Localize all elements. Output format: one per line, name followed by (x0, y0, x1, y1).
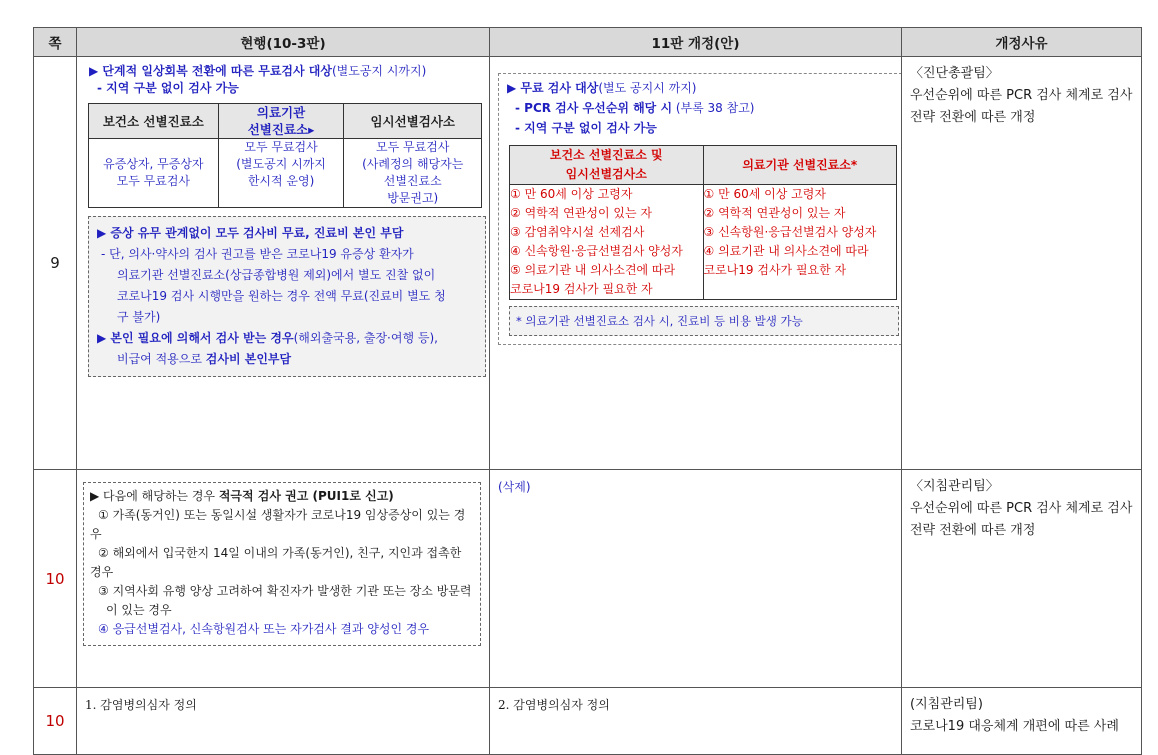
current-cell (77, 688, 490, 755)
box-line-2: - 단, 의사·약사의 검사 권고를 받은 코로나19 유증상 환자가 (101, 247, 414, 261)
box-line-6-normal: (해외출국용, 출장·여행 등), (293, 331, 438, 345)
revision-cell (490, 57, 902, 470)
revision-cell (490, 470, 902, 688)
current-head (85, 63, 481, 80)
header-current: 현행(10-3판) (77, 28, 490, 57)
revision-cell (490, 688, 902, 755)
criteria-head-bold: 적극적 검사 권고 (PUI1로 신고) (218, 489, 394, 503)
page-number: 10 (34, 688, 77, 755)
inner-col3-l2: (사례정의 해당자는 (362, 157, 464, 171)
revision-head (499, 74, 901, 97)
rev-left-item: 코로나19 검사가 필요한 자 (510, 282, 653, 296)
reason-cell (902, 470, 1142, 688)
header-revision: 11판 개정(안) (490, 28, 902, 57)
current-sub: - 지역 구분 없이 검사 가능 (97, 81, 239, 95)
page-number: 10 (34, 470, 77, 688)
rev-left-item: ① 만 60세 이상 고령자 (510, 187, 633, 201)
current-cell (77, 470, 490, 688)
rev-inner-left (510, 185, 704, 300)
current-cell (77, 57, 490, 470)
inner-header-col3: 임시선별검사소 (344, 104, 482, 139)
criteria-item: ① 가족(동거인) 또는 동일시설 생활자가 코로나19 임상증상이 있는 경우 (90, 508, 466, 541)
box-line-6-bold: ▶ 본인 필요에 의해서 검사 받는 경우 (97, 331, 294, 345)
revision-inner-table (509, 145, 897, 300)
reason-cell (902, 57, 1142, 470)
reason-cell (902, 688, 1142, 755)
header-row (34, 28, 1142, 57)
reason-text: 코로나19 대응체계 개편에 따른 사례 (910, 719, 1119, 734)
rev-right-item: ③ 신속항원·응급선별검사 양성자 (703, 225, 877, 239)
revision-table (33, 27, 1142, 755)
current-section: 1. 감염병의심자 정의 (85, 698, 197, 712)
rev-inner-header-1 (510, 146, 704, 185)
rev-left-item: ⑤ 의료기관 내 의사소견에 따라 (510, 263, 676, 277)
inner-col3-l1: 모두 무료검사 (376, 140, 450, 154)
rev-right-item: ④ 의료기관 내 의사소견에 따라 (703, 244, 869, 258)
revision-head-bold: ▶ 무료 검사 대상 (507, 81, 599, 95)
criteria-item-4: ④ 응급선별검사, 신속항원검사 또는 자가검사 결과 양성인 경우 (98, 622, 430, 636)
box-line-3: 의료기관 선별진료소(상급종합병원 제외)에서 별도 진찰 없이 (117, 268, 436, 282)
current-criteria-box (83, 482, 481, 646)
reason-block (902, 688, 1141, 744)
reason-block (902, 470, 1141, 548)
revision-note: * 의료기관 선별진료소 검사 시, 진료비 등 비용 발생 가능 (509, 306, 899, 336)
inner-cell-col3 (344, 139, 482, 208)
revision-l2-bold: - PCR 검사 우선순위 해당 시 (515, 101, 673, 115)
box-line-7-bold: 검사비 본인부담 (205, 352, 292, 366)
current-head-normal: (별도공지 시까지) (331, 64, 427, 78)
reason-block (902, 57, 1141, 135)
box-line-6 (97, 328, 481, 349)
revision-head-normal: (별도 공지시 까지) (598, 81, 697, 95)
inner-col2-l1: 모두 무료검사 (244, 140, 318, 154)
inner-col3-l3: 선별진료소 (383, 174, 442, 188)
reason-team: 〈지침관리팀〉 (910, 479, 999, 494)
rev-h1-l2: 임시선별검사소 (565, 167, 647, 181)
inner-col2-l2: (별도공지 시까지 (236, 157, 326, 171)
inner-col1-l1: 유증상자, 무증상자 (103, 157, 204, 171)
rev-right-item: ① 만 60세 이상 고령자 (703, 187, 826, 201)
revision-l3: - 지역 구분 없이 검사 가능 (515, 121, 657, 135)
rev-left-item: ③ 감염취약시설 선제검사 (510, 225, 645, 239)
criteria-item: ② 해외에서 입국한지 14일 이내의 가족(동거인), 친구, 지인과 접촉한 경우 (90, 546, 462, 579)
rev-right-item: ② 역학적 연관성이 있는 자 (703, 206, 846, 220)
inner-cell-col1 (89, 139, 219, 208)
header-page: 쪽 (34, 28, 77, 57)
rev-h1-l1: 보건소 선별진료소 및 (549, 148, 663, 162)
rev-left-item: ④ 신속항원·응급선별검사 양성자 (510, 244, 683, 258)
table-row (34, 688, 1142, 755)
inner-col3-l4: 방문권고) (387, 191, 439, 205)
inner-col2-l3: 한시적 운영) (247, 174, 315, 188)
box-line-7-normal: 비급여 적용으로 (117, 352, 206, 366)
inner-col1-l2: 모두 무료검사 (116, 174, 191, 188)
inner-cell-col2 (218, 139, 344, 208)
reason-text: 우선순위에 따른 PCR 검사 체계로 검사전략 전환에 따른 개정 (910, 501, 1133, 538)
inner-header-col2-l2: 선별진료소▸ (247, 122, 315, 137)
reason-team: (지침관리팀) (910, 697, 983, 712)
rev-inner-header-2: 의료기관 선별진료소* (703, 146, 897, 185)
page-number: 9 (34, 57, 77, 470)
table-row (34, 57, 1142, 470)
revision-deleted: (삭제) (498, 480, 531, 494)
revision-l2 (499, 97, 901, 117)
table-row (34, 470, 1142, 688)
box-line-1: ▶ 증상 유무 관계없이 모두 검사비 무료, 진료비 본인 부담 (97, 226, 404, 240)
criteria-head (90, 487, 474, 506)
rev-right-item: 코로나19 검사가 필요한 자 (703, 263, 847, 277)
reason-team: 〈진단총괄팀〉 (910, 66, 999, 81)
header-reason: 개정사유 (902, 28, 1142, 57)
current-head-bold: ▶ 단계적 일상회복 전환에 따른 무료검사 대상 (89, 64, 332, 78)
revision-section: 2. 감염병의심자 정의 (498, 698, 610, 712)
rev-inner-right (703, 185, 897, 300)
revision-l2-normal: (부록 38 참고) (672, 101, 755, 115)
inner-header-col1: 보건소 선별진료소 (89, 104, 219, 139)
criteria-head-normal: ▶ 다음에 해당하는 경우 (90, 489, 219, 503)
inner-header-col2-l1: 의료기관 (256, 105, 306, 120)
rev-left-item: ② 역학적 연관성이 있는 자 (510, 206, 652, 220)
reason-text: 우선순위에 따른 PCR 검사 체계로 검사전략 전환에 따른 개정 (910, 88, 1133, 125)
box-line-4: 코로나19 검사 시행만을 원하는 경우 전액 무료(진료비 별도 청 (117, 289, 446, 303)
current-note-box (88, 216, 486, 377)
criteria-item: ③ 지역사회 유행 양상 고려하여 확진자가 발생한 기관 또는 장소 방문력이 있는 경우 (98, 584, 472, 617)
box-line-7 (97, 349, 481, 370)
inner-header-col2 (218, 104, 344, 139)
current-inner-table (88, 103, 482, 208)
box-line-5: 구 불가) (117, 310, 161, 324)
revision-outer-box (498, 73, 902, 345)
